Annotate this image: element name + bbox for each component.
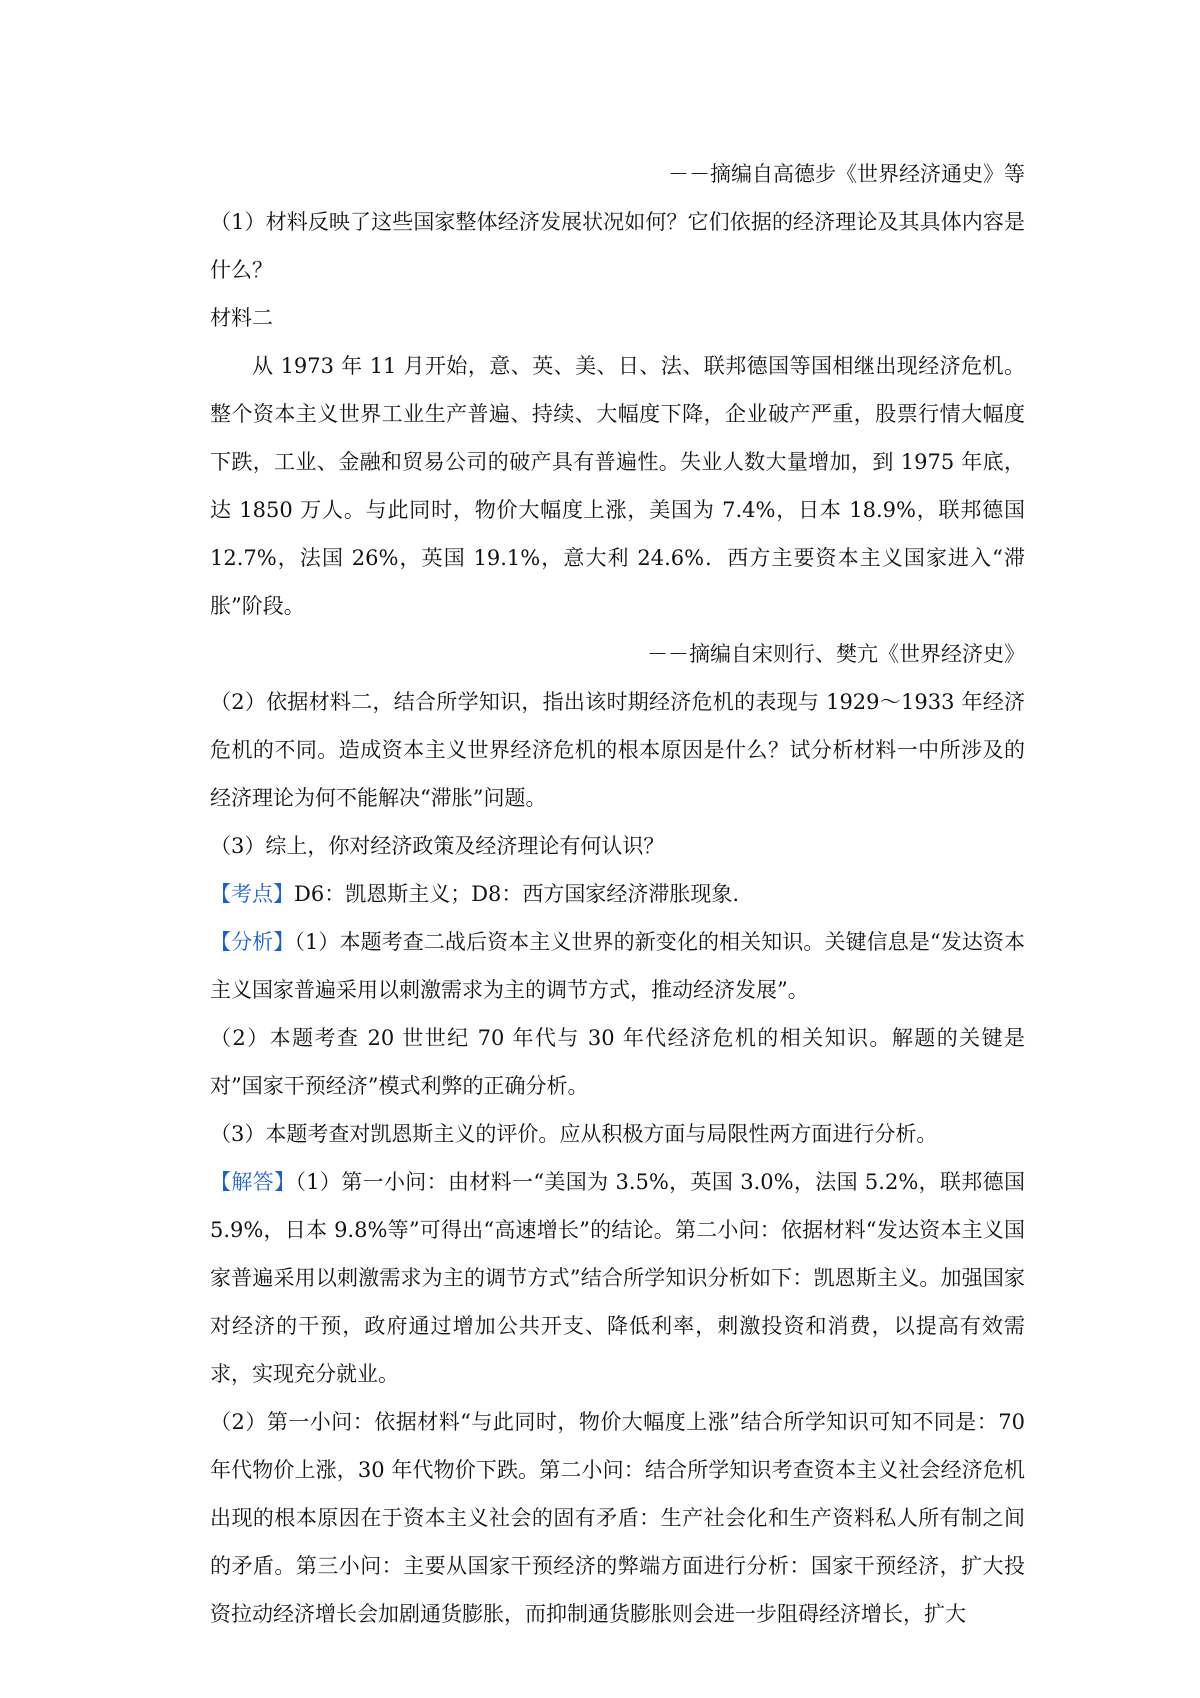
question-3: （3）综上，你对经济政策及经济理论有何认识？	[210, 834, 665, 858]
fenxi-paragraph-2: （2）本题考查 20 世世纪 70 年代与 30 年代经济危机的相关知识。解题的关键是对”国家干预经济”模式利弊的正确分析。	[210, 1026, 1025, 1098]
kaodian-text: D6：凯恩斯主义；D8：西方国家经济滞胀现象.	[294, 882, 740, 906]
source-citation-1: －－摘编自高德步《世界经济通史》等	[668, 162, 1025, 186]
material-2-body: 从 1973 年 11 月开始，意、英、美、日、法、联邦德国等国相继出现经济危机。整个资本主义世界工业生产普遍、持续、大幅度下降，企业破产严重，股票行情大幅度下跌，工业、金融和贸易公司的破产具有普遍性。失业人数大量增加，到 1975 年底，达 1850 万人。与此同时，物价大幅度上涨，美国为 7.4%，日本 18.9%，联邦德国 12.7%，法国 26%，英国 19.1%，意大利 24.6%．西方主要资本主义国家进入“滞胀”阶段。	[210, 354, 1025, 618]
source-citation-2: －－摘编自宋则行、樊亢《世界经济史》	[647, 642, 1025, 666]
jieda-section	[210, 1158, 1025, 1398]
jieda-paragraph-2: （2）第一小问：依据材料“与此同时，物价大幅度上涨”结合所学知识可知不同是：70 年代物价上涨，30 年代物价下跌。第二小问：结合所学知识考查资本主义社会经济危机出现的根本原因在于资本主义社会的固有矛盾：生产社会化和生产资料私人所有制之间的矛盾。第三小问：主要从国家干预经济的弊端方面进行分析：国家干预经济，扩大投资拉动经济增长会加剧通货膨胀，而抑制通货膨胀则会进一步阻碍经济增长，扩大	[210, 1410, 1025, 1626]
jieda-paragraph-1: （1）第一小问：由材料一“美国为 3.5%，英国 3.0%，法国 5.2%，联邦德国 5.9%，日本 9.8%等”可得出“高速增长”的结论。第二小问：依据材料“发达资本主义国家普遍采用以刺激需求为主的调节方式”结合所学知识分析如下：凯恩斯主义。加强国家对经济的干预，政府通过增加公共开支、降低利率，刺激投资和消费，以提高有效需求，实现充分就业。	[210, 1170, 1025, 1386]
fenxi-paragraph-1: （1）本题考查二战后资本主义世界的新变化的相关知识。关键信息是“发达资本主义国家普遍采用以刺激需求为主的调节方式，推动经济发展”。	[210, 930, 1026, 1002]
fenxi-label: 【分析】	[210, 930, 295, 954]
kaodian-label: 【考点】	[210, 882, 294, 906]
material-2-title: 材料二	[210, 306, 273, 330]
fenxi-paragraph-3: （3）本题考查对凯恩斯主义的评价。应从积极方面与局限性两方面进行分析。	[210, 1122, 938, 1146]
jieda-label: 【解答】	[210, 1170, 296, 1194]
question-2: （2）依据材料二，结合所学知识，指出该时期经济危机的表现与 1929～1933 年经济危机的不同。造成资本主义世界经济危机的根本原因是什么？试分析材料一中所涉及的经济理论为何不能解决“滞胀”问题。	[210, 690, 1025, 810]
document-page	[210, 150, 1025, 1638]
question-1: （1）材料反映了这些国家整体经济发展状况如何？它们依据的经济理论及其具体内容是什么？	[210, 210, 1025, 282]
kaodian-section	[210, 870, 1025, 918]
fenxi-section	[210, 918, 1025, 1014]
